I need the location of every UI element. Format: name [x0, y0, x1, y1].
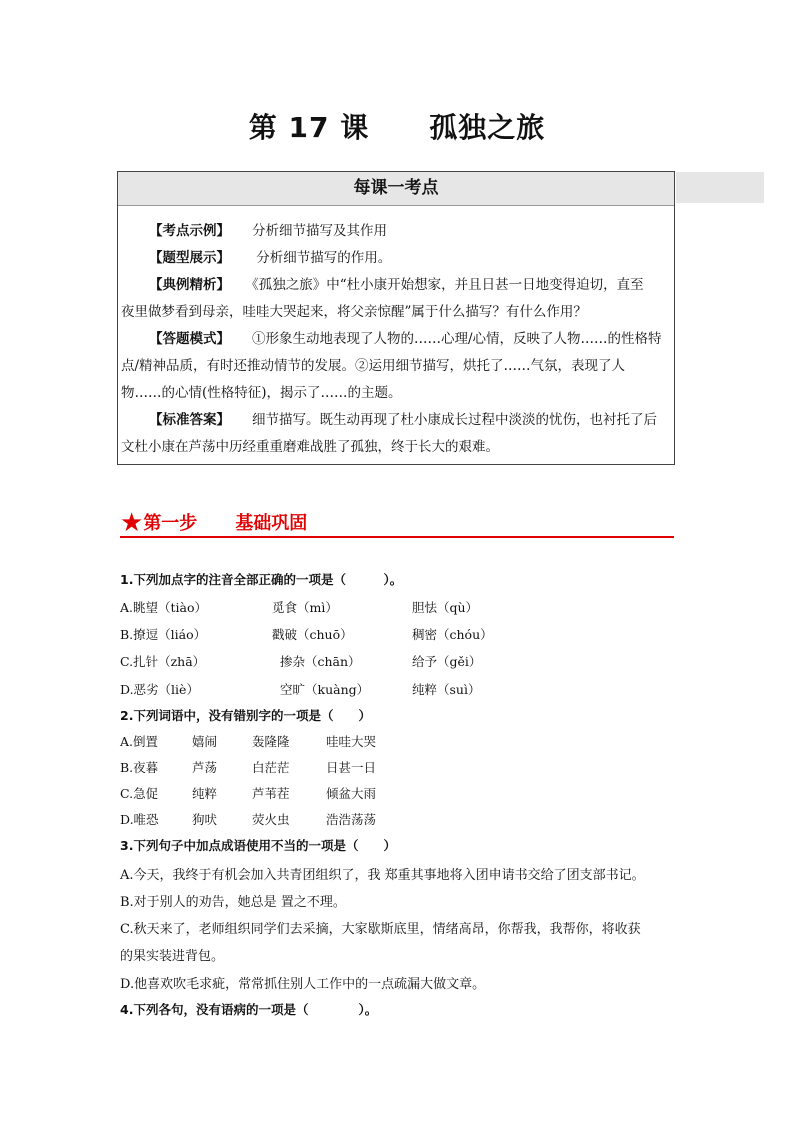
step-section: 基础巩固 [235, 513, 308, 534]
exam-item: 【考点示例】 分析细节描写及其作用 [149, 223, 387, 239]
exam-point-box [117, 171, 675, 465]
question-2-title: 2.下列词语中，没有错别字的一项是（ ） [120, 708, 371, 723]
exam-item: 【答题模式】 ①形象生动地表现了人物的……心理/心情，反映了人物……的性格特 [149, 331, 662, 347]
question-3-option-b: B.对于别人的劝告，她总是 置之不理。 [120, 895, 346, 910]
question-3-option-a: A.今天，我终于有机会加入共青团组织了，我 郑重其事地将入团申请书交给了团支部书记。 [120, 868, 645, 883]
exam-item-cont: 文杜小康在芦荡中历经重重磨难战胜了孤独，终于长大的艰难。 [121, 439, 499, 455]
question-3-option-d: D.他喜欢吹毛求疵，常常抓住别人工作中的一点疏漏大做文章。 [120, 977, 486, 992]
lesson-name: 孤独之旅 [429, 111, 546, 144]
question-3-option-c: C.秋天来了，老师组织同学们去采摘，大家歇斯底里，情绪高昂，你帮我，我帮你，将收获 [120, 922, 641, 937]
star-icon: ★ [120, 508, 144, 538]
question-3-option-c-cont: 的果实装进背包。 [120, 949, 225, 964]
question-1-title: 1.下列加点字的注音全部正确的一项是（ ）。 [120, 572, 403, 587]
exam-item: 【标准答案】 细节描写。既生动再现了杜小康成长过程中淡淡的忧伤，也衬托了后 [149, 412, 657, 428]
question-4-title: 4.下列各句，没有语病的一项是（ ）。 [120, 1002, 378, 1017]
exam-point-body [118, 206, 674, 461]
step-label: 第一步 [143, 513, 198, 534]
header-shade [676, 172, 764, 203]
question-3-title: 3.下列句子中加点成语使用不当的一项是（ ） [120, 838, 396, 853]
lesson-number: 第 17 课 [248, 111, 370, 144]
exam-item: 【题型展示】 分析细节描写的作用。 [149, 250, 392, 266]
exam-item-cont: 点/精神品质，有时还推动情节的发展。②运用细节描写，烘托了……气氛，表现了人 [121, 358, 626, 374]
exam-item-cont: 物……的心情(性格特征)，揭示了……的主题。 [121, 385, 402, 401]
exam-item: 【典例精析】 《孤独之旅》中“杜小康开始想家，并且日甚一日地变得迫切，直至 [149, 277, 644, 293]
page-title [0, 106, 794, 146]
exam-point-header: 每课一考点 [118, 172, 674, 206]
exam-item-cont: 夜里做梦看到母亲，哇哇大哭起来，将父亲惊醒”属于什么描写？有什么作用？ [121, 304, 587, 320]
step-heading [120, 508, 674, 538]
